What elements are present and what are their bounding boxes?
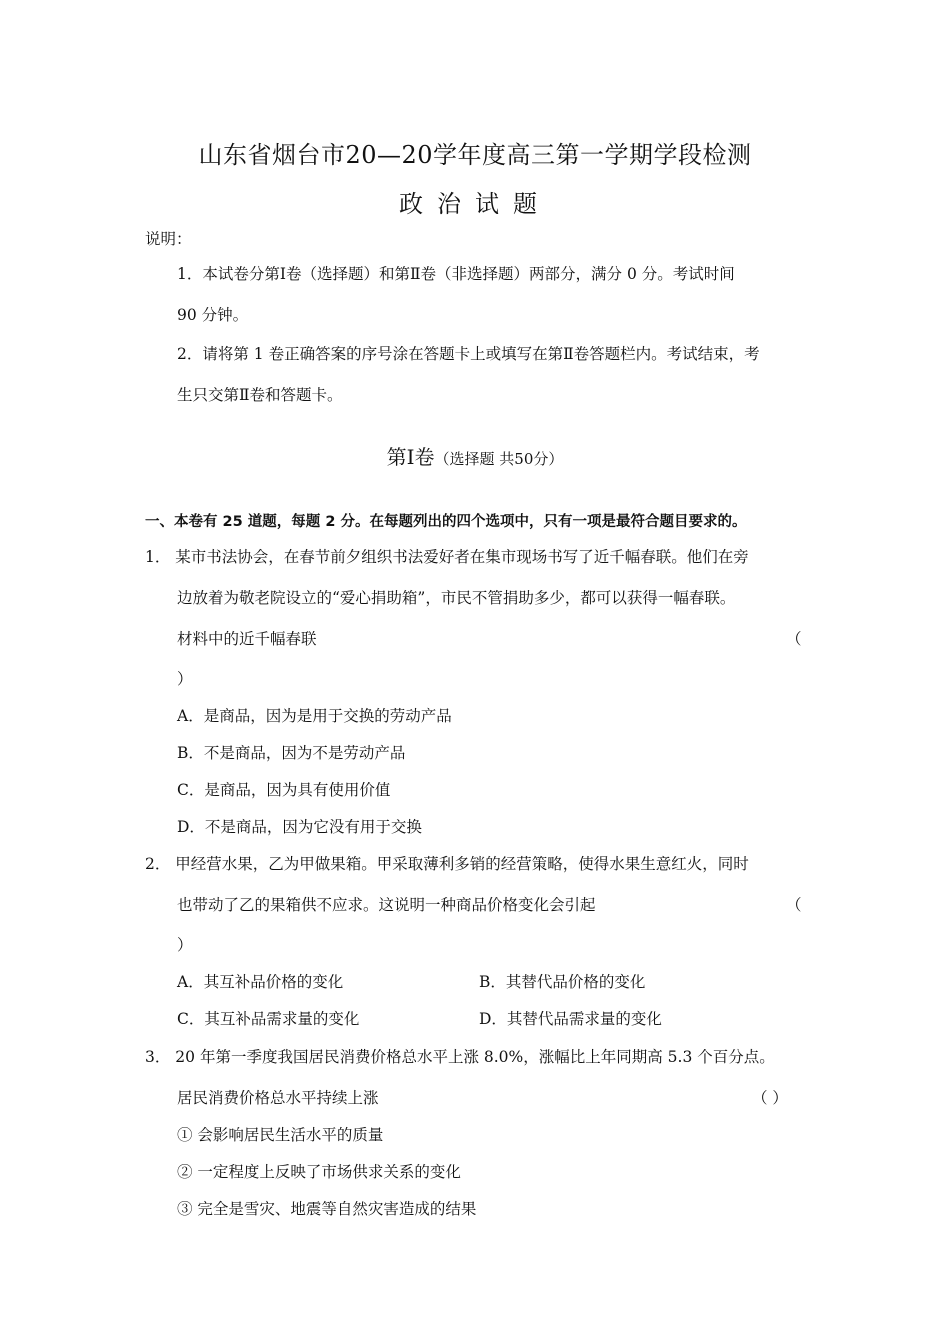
note-2-line-1: 2．请将第 1 卷正确答案的序号涂在答题卡上或填写在第Ⅱ卷答题栏内。考试结束，考 (177, 345, 760, 363)
question-3-item-2: ② 一定程度上反映了市场供求关系的变化 (177, 1163, 461, 1181)
question-1-line-2: 边放着为敬老院设立的“爱心捐助箱”，市民不管捐助多少，都可以获得一幅春联。 (177, 589, 736, 607)
question-1-option-d: D．不是商品，因为它没有用于交换 (177, 818, 422, 836)
question-2-option-c: C．其互补品需求量的变化 (177, 1010, 360, 1028)
section-heading (0, 441, 950, 470)
question-1-line-1: 1． 某市书法协会，在春节前夕组织书法爱好者在集市现场书写了近千幅春联。他们在旁 (145, 548, 749, 566)
question-1-option-b: B．不是商品，因为不是劳动产品 (177, 744, 406, 762)
question-3-line-2: 居民消费价格总水平持续上涨 (177, 1089, 379, 1107)
notes-label: 说明： (145, 230, 192, 248)
question-1-option-c: C．是商品，因为具有使用价值 (177, 781, 391, 799)
question-2-option-a: A．其互补品价格的变化 (177, 973, 344, 991)
instruction-text: 一、本卷有 25 道题，每题 2 分。在每题列出的四个选项中，只有一项是最符合题目要求的。 (145, 514, 747, 530)
question-1-paren-close: ） (177, 670, 193, 688)
question-1-line-3: 材料中的近千幅春联 (177, 630, 317, 648)
question-2-paren-close: ） (177, 936, 193, 954)
page-subtitle: 政治试题 (399, 190, 551, 218)
question-2-paren-open: （ (786, 896, 802, 914)
question-1-option-a: A．是商品，因为是用于交换的劳动产品 (177, 707, 452, 725)
question-3-line-1: 3． 20 年第一季度我国居民消费价格总水平上涨 8.0%，涨幅比上年同期高 5.3 个百分点。 (145, 1048, 775, 1066)
question-3-item-1: ① 会影响居民生活水平的质量 (177, 1126, 384, 1144)
note-1-line-2: 90 分钟。 (177, 306, 249, 324)
question-1-paren-open: （ (786, 630, 802, 648)
question-2-option-d: D．其替代品需求量的变化 (479, 1010, 662, 1028)
section-sub: （选择题 共50分） (434, 450, 564, 468)
page-title: 山东省烟台市20—20学年度高三第一学期学段检测 (198, 141, 752, 169)
question-3-paren: （ ） (752, 1089, 788, 1107)
section-main: 第Ⅰ卷 (386, 445, 435, 469)
question-2-line-1: 2． 甲经营水果，乙为甲做果箱。甲采取薄利多销的经营策略，使得水果生意红火，同时 (145, 855, 749, 873)
question-2-option-b: B．其替代品价格的变化 (479, 973, 646, 991)
note-1-line-1: 1．本试卷分第Ⅰ卷（选择题）和第Ⅱ卷（非选择题）两部分，满分 0 分。考试时间 (177, 265, 735, 283)
question-2-line-2: 也带动了乙的果箱供不应求。这说明一种商品价格变化会引起 (177, 896, 596, 914)
note-2-line-2: 生只交第Ⅱ卷和答题卡。 (177, 386, 343, 404)
question-3-item-3: ③ 完全是雪灾、地震等自然灾害造成的结果 (177, 1200, 477, 1218)
